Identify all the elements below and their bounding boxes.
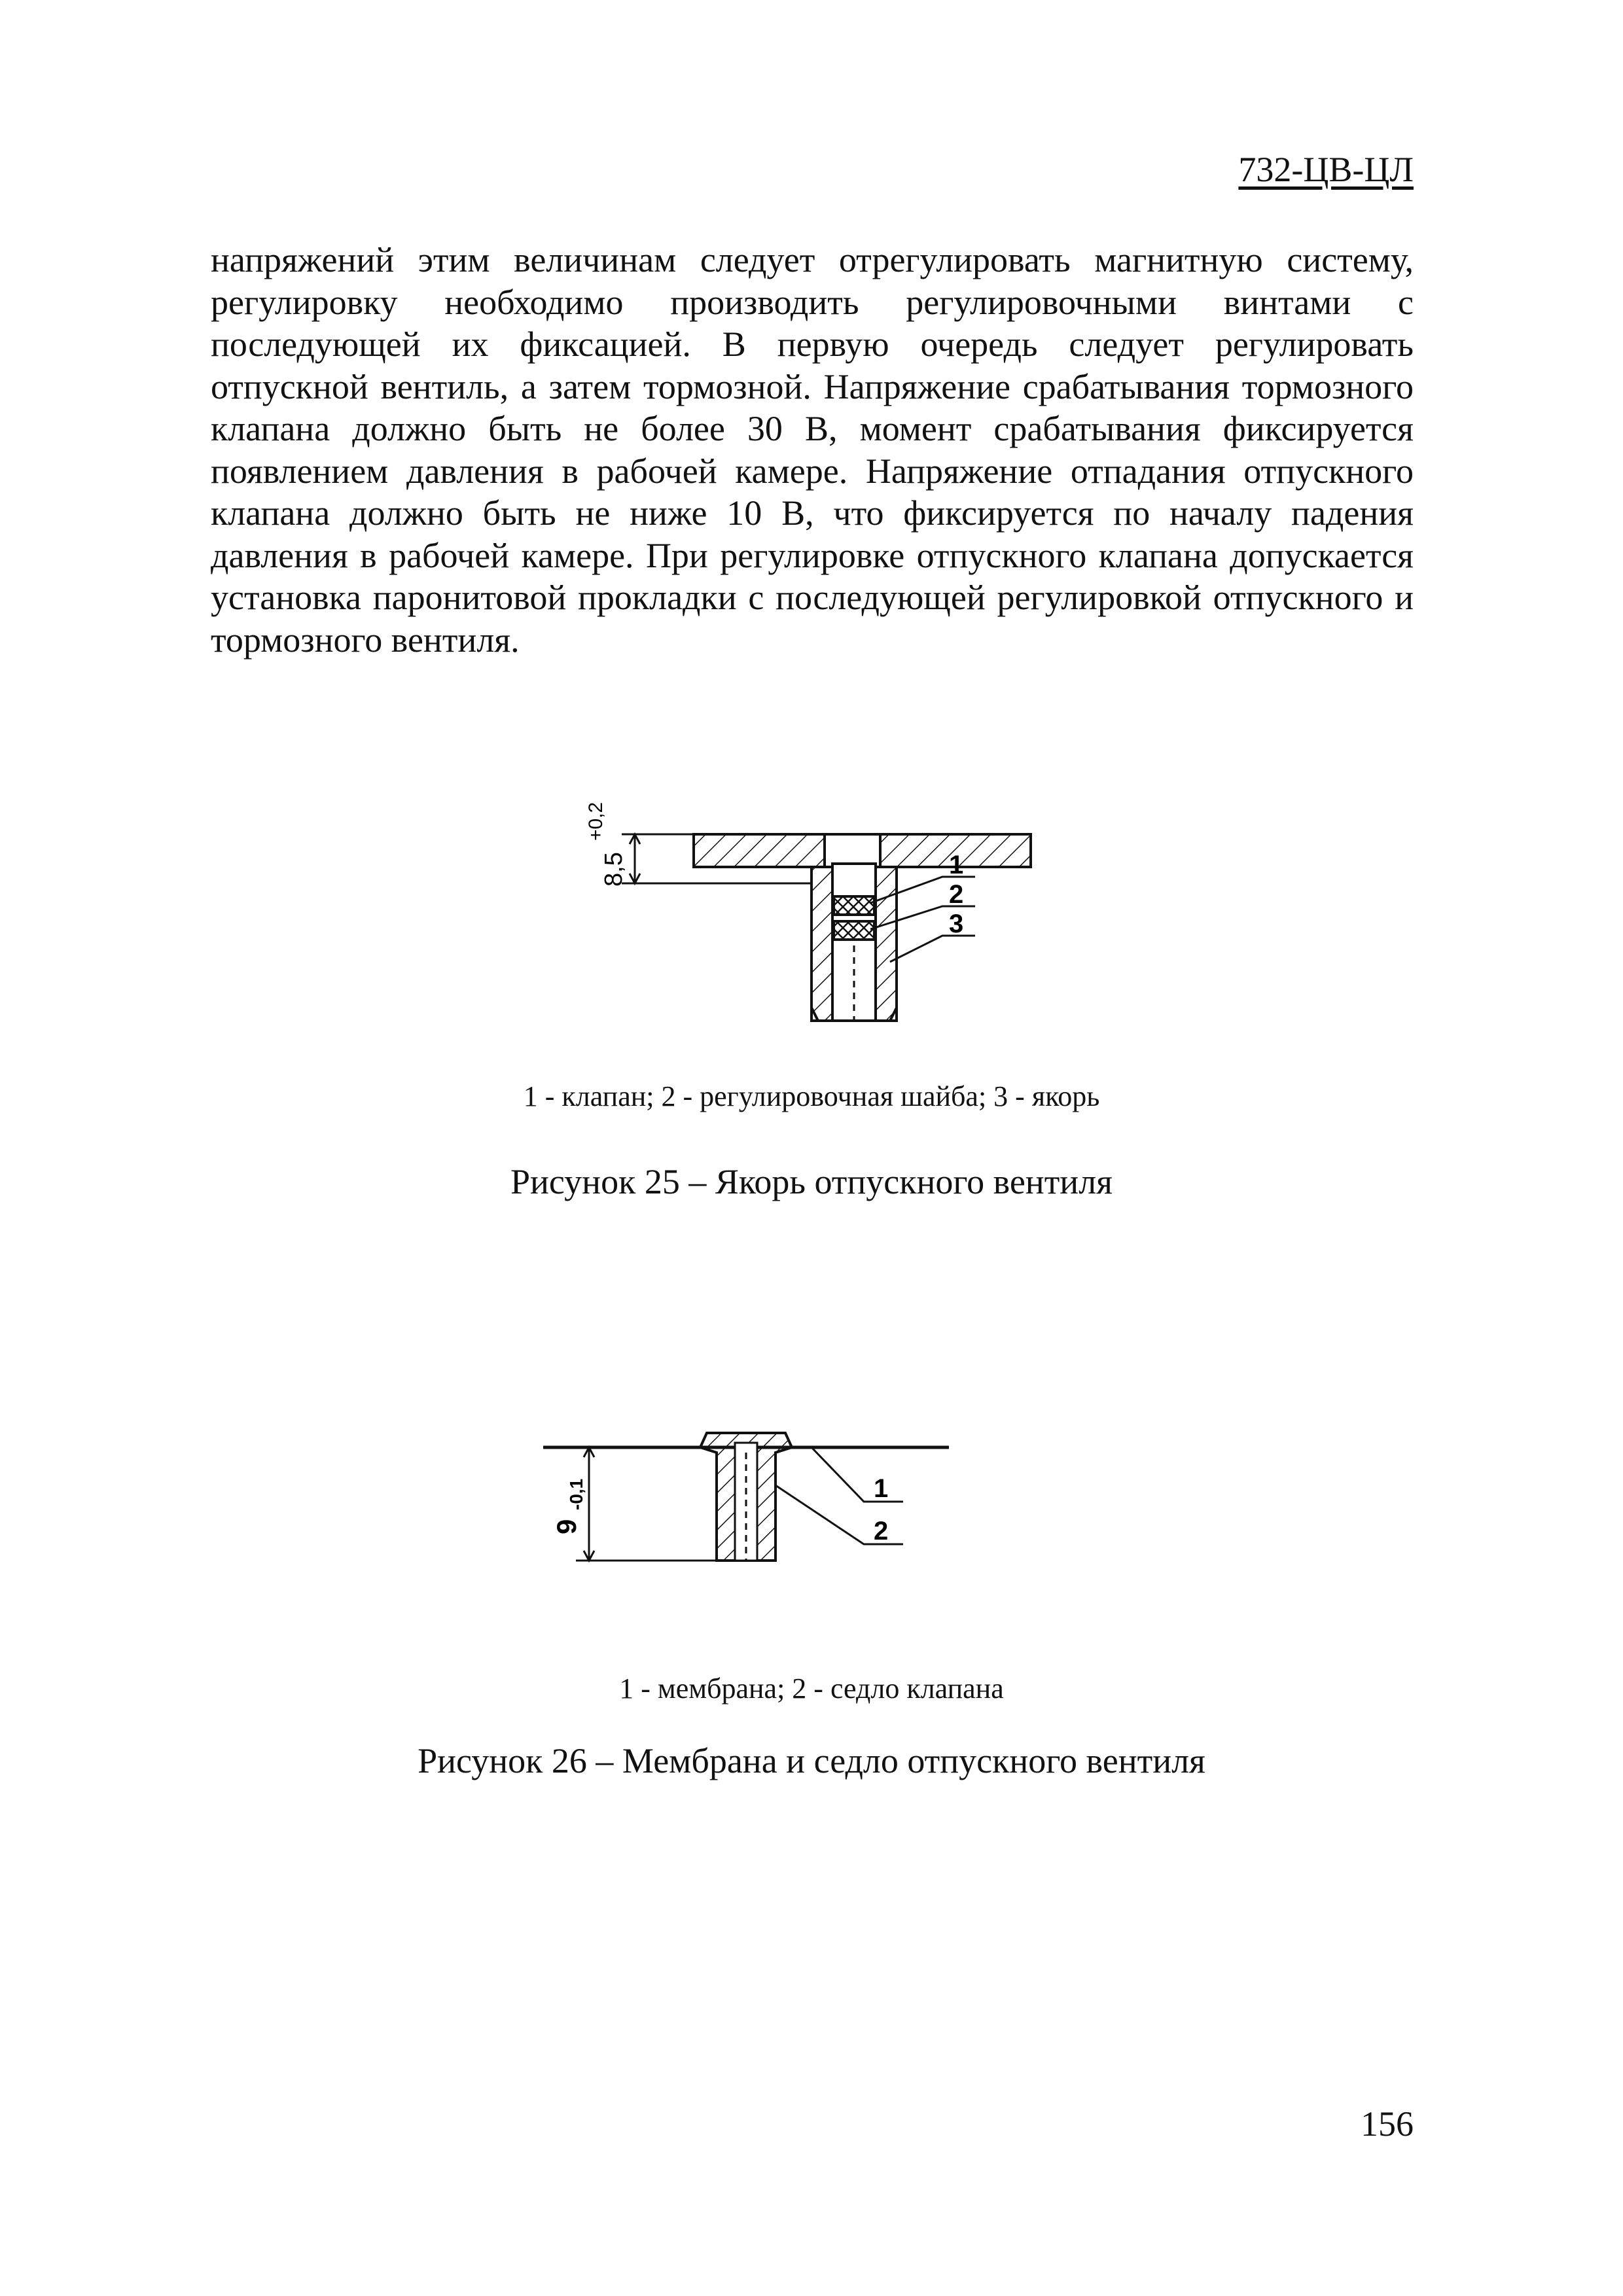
dimension-8-5-text: 8,5 [600, 852, 628, 887]
figure-25-caption: Рисунок 25 – Якорь отпускного вентиля [510, 1162, 1113, 1201]
label-1: 1 [949, 851, 964, 879]
dimension-8-5-tolerance: +0,2 [585, 802, 607, 841]
figure-25-legend: 1 - клапан; 2 - регулировочная шайба; 3 - якорь [523, 1080, 1100, 1112]
figure-25-drawing [0, 766, 1623, 1040]
body-paragraph: напряжений этим величинам следует отрегулировать магнитную систему, регулировку необходимо производить регулировочными винтами с последующей их фиксацией. В первую очередь следует регулировать отпускной вентиль, а затем тормозной. Напряжение срабатывания тормозного клапана должно быть не более 30 В, момент срабатывания фиксируется появлением давления в рабочей камере. Напряжение отпадания отпускного клапана должно быть не ниже 10 В, что фиксируется по началу падения давления в рабочей камере. При регулировке отпускного клапана допускается установка паронитовой прокладки с последующей регулировкой отпускного и тормозного вентиля. [211, 240, 1414, 660]
label-3: 3 [949, 910, 964, 938]
figure-26-legend: 1 - мембрана; 2 - седло клапана [619, 1672, 1004, 1704]
armature-section [694, 834, 1031, 1021]
label-1: 1 [874, 1474, 889, 1503]
label-2: 2 [874, 1517, 889, 1545]
figure-26-caption: Рисунок 26 – Мембрана и седло отпускного вентиля [418, 1741, 1205, 1780]
figure-26-drawing [0, 1413, 1623, 1583]
document-code: 732-ЦВ-ЦЛ [1238, 150, 1414, 189]
label-2: 2 [949, 880, 964, 909]
dimension-9-tolerance: -0,1 [566, 1478, 586, 1510]
dimension-9-text: 9 [551, 1519, 582, 1534]
page-number: 156 [1361, 2104, 1414, 2144]
dimension-9 [576, 1447, 717, 1561]
